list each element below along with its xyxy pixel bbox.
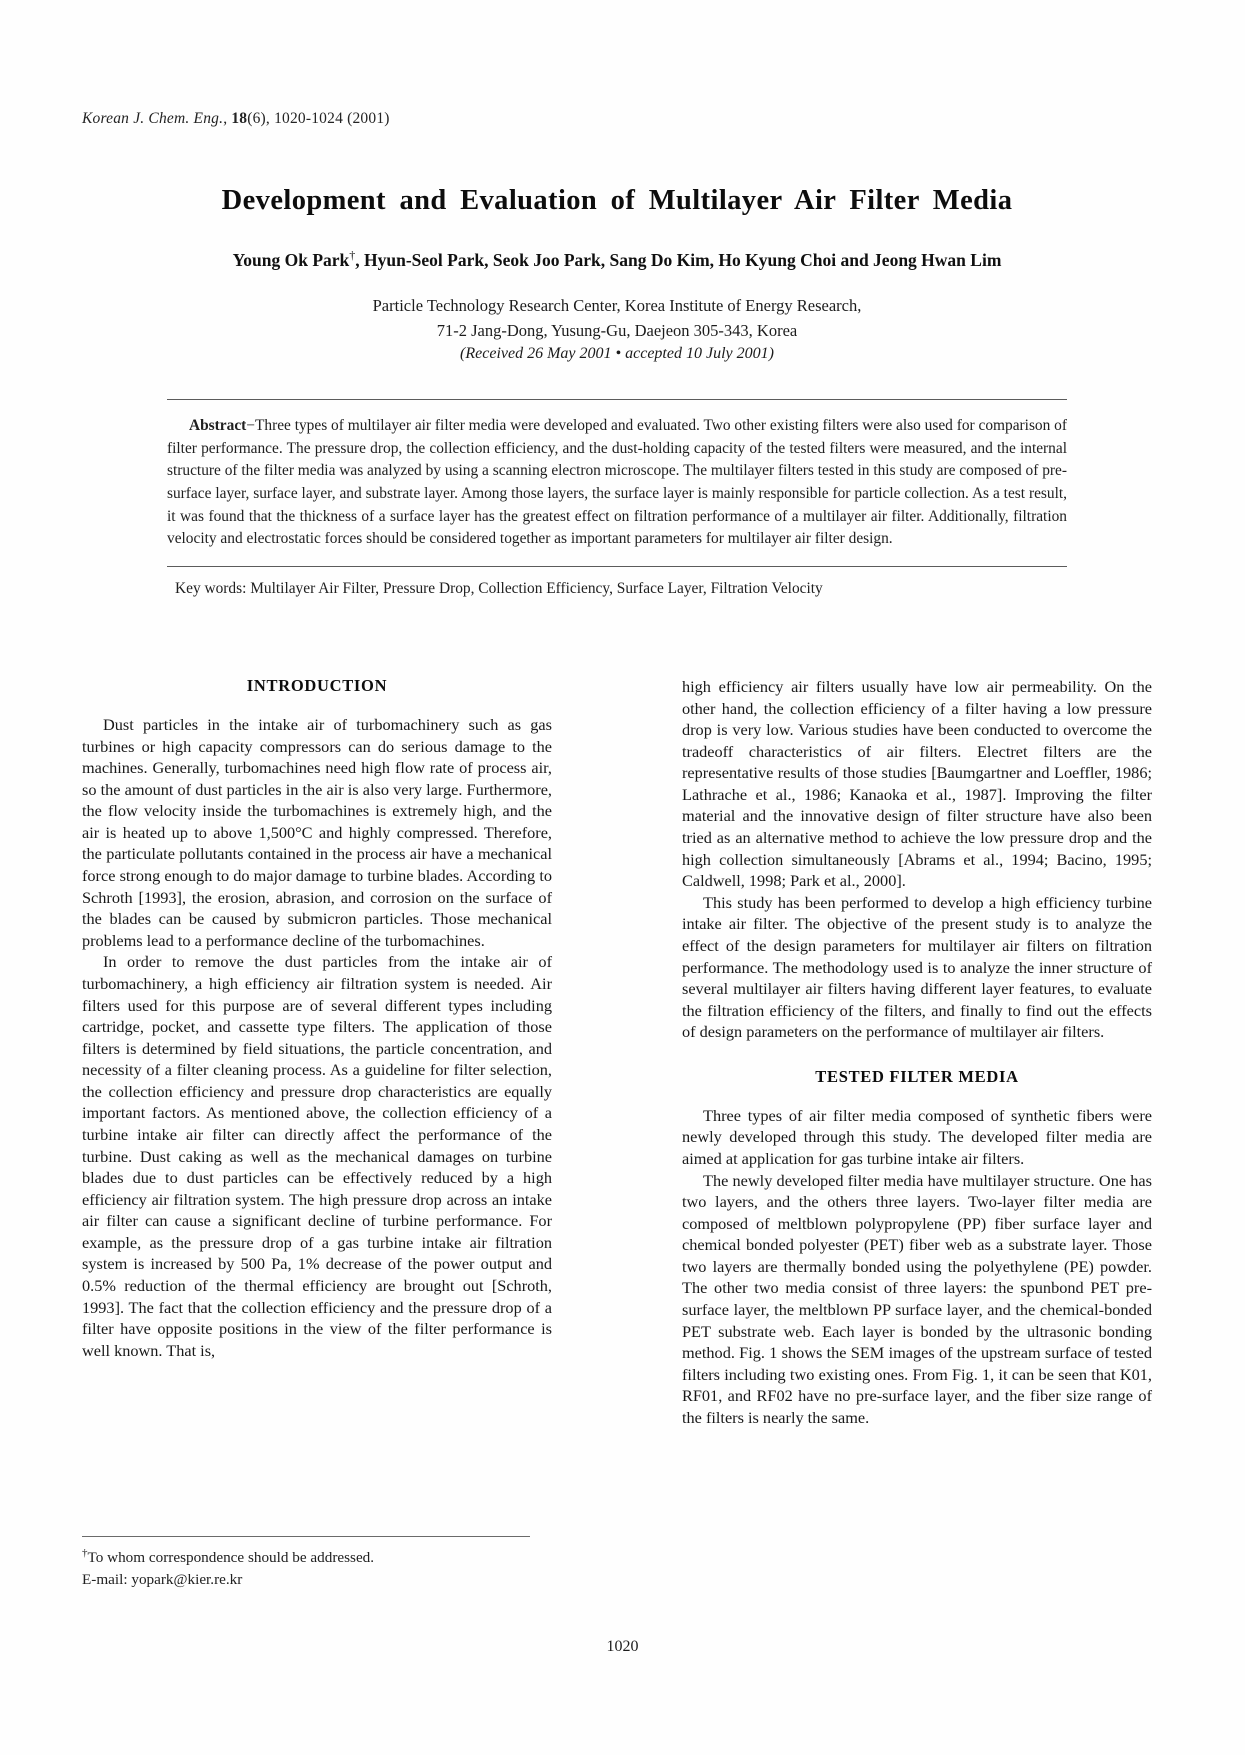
footnote-text: To whom correspondence should be addressed.	[87, 1549, 375, 1567]
section-heading-introduction: INTRODUCTION	[246, 676, 388, 695]
footnote-block	[82, 1536, 552, 1590]
journal-issue-pages-year: (6), 1020-1024 (2001)	[247, 110, 390, 127]
right-paragraph-3: Three types of air filter media composed of synthetic fibers were newly developed through this study. The developed filter media are aimed at application for gas turbine intake air filters.	[682, 1105, 1152, 1168]
remaining-authors: , Hyun-Seol Park, Seok Joo Park, Sang Do Kim, Ho Kyung Choi and Jeong Hwan Lim	[355, 250, 1002, 271]
footnote-email: E-mail: yopark@kier.re.kr	[82, 1570, 243, 1588]
affiliation-line-2: 71-2 Jang-Dong, Yusung-Gu, Daejeon 305-343, Korea	[436, 321, 798, 341]
abstract-dash: −	[246, 417, 255, 434]
footnote-marker: †	[82, 1547, 88, 1559]
first-author: Young Ok Park	[232, 250, 350, 271]
author-list	[82, 248, 1152, 272]
journal-name: Korean J. Chem. Eng.	[82, 110, 224, 127]
body-two-column-layout	[82, 676, 1152, 1556]
left-paragraph-1: Dust particles in the intake air of turbomachinery such as gas turbines or high capacity compressors can do serious damage to the machines. Generally, turbomachines need high flow rate of process air, so the amount of dust particles in the air is also very large. Furthermore, the flow velocity inside the turbomachines is extremely high, and the air is heated up to above 1,500°C and highly compressed. Therefore, the particulate pollutants contained in the process air have a mechanical force strong enough to do major damage to turbine blades. According to Schroth [1993], the erosion, abrasion, and corrosion on the surface of the blades can be caused by submicron particles. Those mechanical problems lead to a performance decline of the turbomachines.	[82, 715, 552, 950]
column-right	[682, 676, 1152, 1429]
footnote-correspondence	[82, 1546, 552, 1569]
article-title: Development and Evaluation of Multilayer Air Filter Media	[221, 185, 1013, 216]
footnote-rule	[82, 1536, 530, 1537]
page-number: 1020	[606, 1638, 639, 1655]
abstract-label: Abstract	[189, 417, 247, 434]
abstract-text: Three types of multilayer air filter media were developed and evaluated. Two other existing filters were also used for comparison of filter performance. The pressure drop, the collection efficiency, and the dust-holding capacity of the tested filters were measured, and the internal structure of the filter media was analyzed by using a scanning electron microscope. The multilayer filters tested in this study are composed of pre-surface layer, surface layer, and substrate layer. Among those layers, the surface layer is mainly responsible for particle collection. As a test result, it was found that the thickness of a surface layer has the greatest effect on filtration performance of a multilayer air filter. Additionally, filtration velocity and electrostatic forces should be considered together as important parameters for multilayer air filter design.	[167, 417, 1067, 548]
right-paragraph-4: The newly developed filter media have multilayer structure. One has two layers, and the others three layers. Two-layer filter media are composed of meltblown polypropylene (PP) fiber surface layer and chemical bonded polyester (PET) fiber web as a substrate layer. Those two layers are thermally bonded using the polyethylene (PE) powder. The other two media consist of three layers: the spunbond PET pre-surface layer, the meltblown PP surface layer, and the chemical-bonded PET substrate web. Each layer is bonded by the ultrasonic bonding method. Fig. 1 shows the SEM images of the upstream surface of tested filters including two existing ones. From Fig. 1, it can be seen that K01, RF01, and RF02 have no pre-surface layer, and the fiber size range of the filters is nearly the same.	[682, 1170, 1152, 1427]
keywords-line: Key words: Multilayer Air Filter, Pressure Drop, Collection Efficiency, Surface Layer, Filtration Velocity	[175, 580, 823, 598]
left-paragraph-2: In order to remove the dust particles from the intake air of turbomachinery, a high efficiency air filtration system is needed. Air filters used for this purpose are of several different types including cartridge, pocket, and cassette type filters. The application of those filters is determined by field situations, the particle concentration, and necessity of a filter cleaning process. As a guideline for filter selection, the collection efficiency and pressure drop characteristics are equally important factors. As mentioned above, the collection efficiency of a turbine intake air filter can directly affect the performance of the turbine. Dust caking as well as the mechanical damages on turbine blades due to dust particles can be effectively reduced by a high efficiency air filtration system. The high pressure drop across an intake air filter can cause a significant decline of turbine performance. For example, as the pressure drop of a gas turbine intake air filtration system is increased by 500 Pa, 1% decrease of the power output and 0.5% reduction of the thermal efficiency are brought out [Schroth, 1993]. The fact that the collection efficiency and the pressure drop of a filter have opposite positions in the view of the filter performance is well known. That is,	[82, 952, 552, 1360]
abstract-bottom-rule	[167, 566, 1067, 567]
abstract-top-rule	[167, 399, 1067, 400]
corresponding-author-marker: †	[349, 248, 356, 263]
received-accepted-dates: (Received 26 May 2001 • accepted 10 July 2001)	[460, 344, 774, 362]
section-heading-tested-filter-media: TESTED FILTER MEDIA	[815, 1066, 1019, 1086]
abstract-block	[167, 399, 1067, 601]
affiliation-line-1: Particle Technology Research Center, Korea Institute of Energy Research,	[372, 295, 862, 315]
right-paragraph-2: This study has been performed to develop a high efficiency turbine intake air filter. The objective of the present study is to analyze the effect of the design parameters for multilayer air filters on filtration performance. The methodology used is to analyze the inner structure of several multilayer air filters having different layer features, to evaluate the filtration efficiency of the filters, and finally to find out the effects of design parameters on the performance of multilayer air filters.	[682, 892, 1152, 1042]
right-paragraph-1: high efficiency air filters usually have low air permeability. On the other hand, the collection efficiency of a filter having a low pressure drop is very low. Various studies have been conducted to overcome the tradeoff characteristics of air filters. Electret filters are the representative results of those studies [Baumgartner and Loeffler, 1986; Lathrache et al., 1986; Kanaoka et al., 1987]. Improving the filter material and the innovative design of filter structure have also been tried as an alternative method to achieve the low pressure drop and the high collection simultaneously [Abrams et al., 1994; Bacino, 1995; Caldwell, 1998; Park et al., 2000].	[682, 677, 1152, 891]
running-head: Korean J. Chem. Eng., 18(6), 1020-1024 (2001)	[82, 110, 390, 127]
article-front-matter	[82, 110, 1152, 616]
abstract-paragraph	[167, 415, 1067, 551]
journal-volume: 18	[231, 110, 248, 127]
column-left	[82, 676, 552, 1361]
